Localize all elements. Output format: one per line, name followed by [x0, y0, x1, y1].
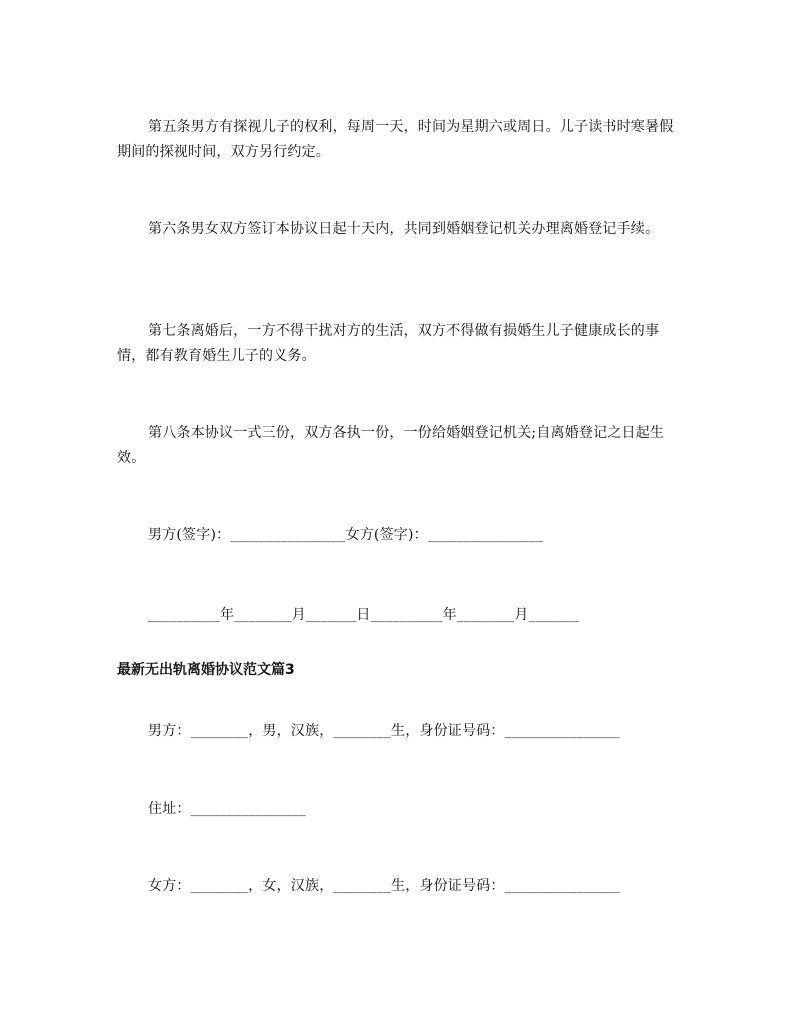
- section-heading: 最新无出轨离婚协议范文篇3: [117, 662, 295, 678]
- signature-line: 男方(签字)：________________女方(签字)：________________: [148, 527, 544, 543]
- date-line: __________年________月_______日__________年________月_______: [148, 607, 579, 623]
- clause-6: 第六条男女双方签订本协议日起十天内，共同到婚姻登记机关办理离婚登记手续。: [148, 221, 660, 237]
- clause-8: 第八条本协议一式三份，双方各执一份，一份给婚姻登记机关;自离婚登记之日起生效。: [117, 425, 665, 466]
- female-party-line: 女方：________，女，汉族，________生，身份证号码：________________: [148, 878, 620, 894]
- address-line: 住址：________________: [148, 801, 306, 817]
- clause-5: 第五条男方有探视儿子的权利，每周一天，时间为星期六或周日。儿子读书时寒暑假期间的探视时间，双方另行约定。: [117, 119, 674, 160]
- male-party-line: 男方：________，男，汉族，________生，身份证号码：________________: [148, 723, 620, 739]
- clause-7: 第七条离婚后，一方不得干扰对方的生活，双方不得做有损婚生儿子健康成长的事情，都有教育婚生儿子的义务。: [117, 323, 660, 364]
